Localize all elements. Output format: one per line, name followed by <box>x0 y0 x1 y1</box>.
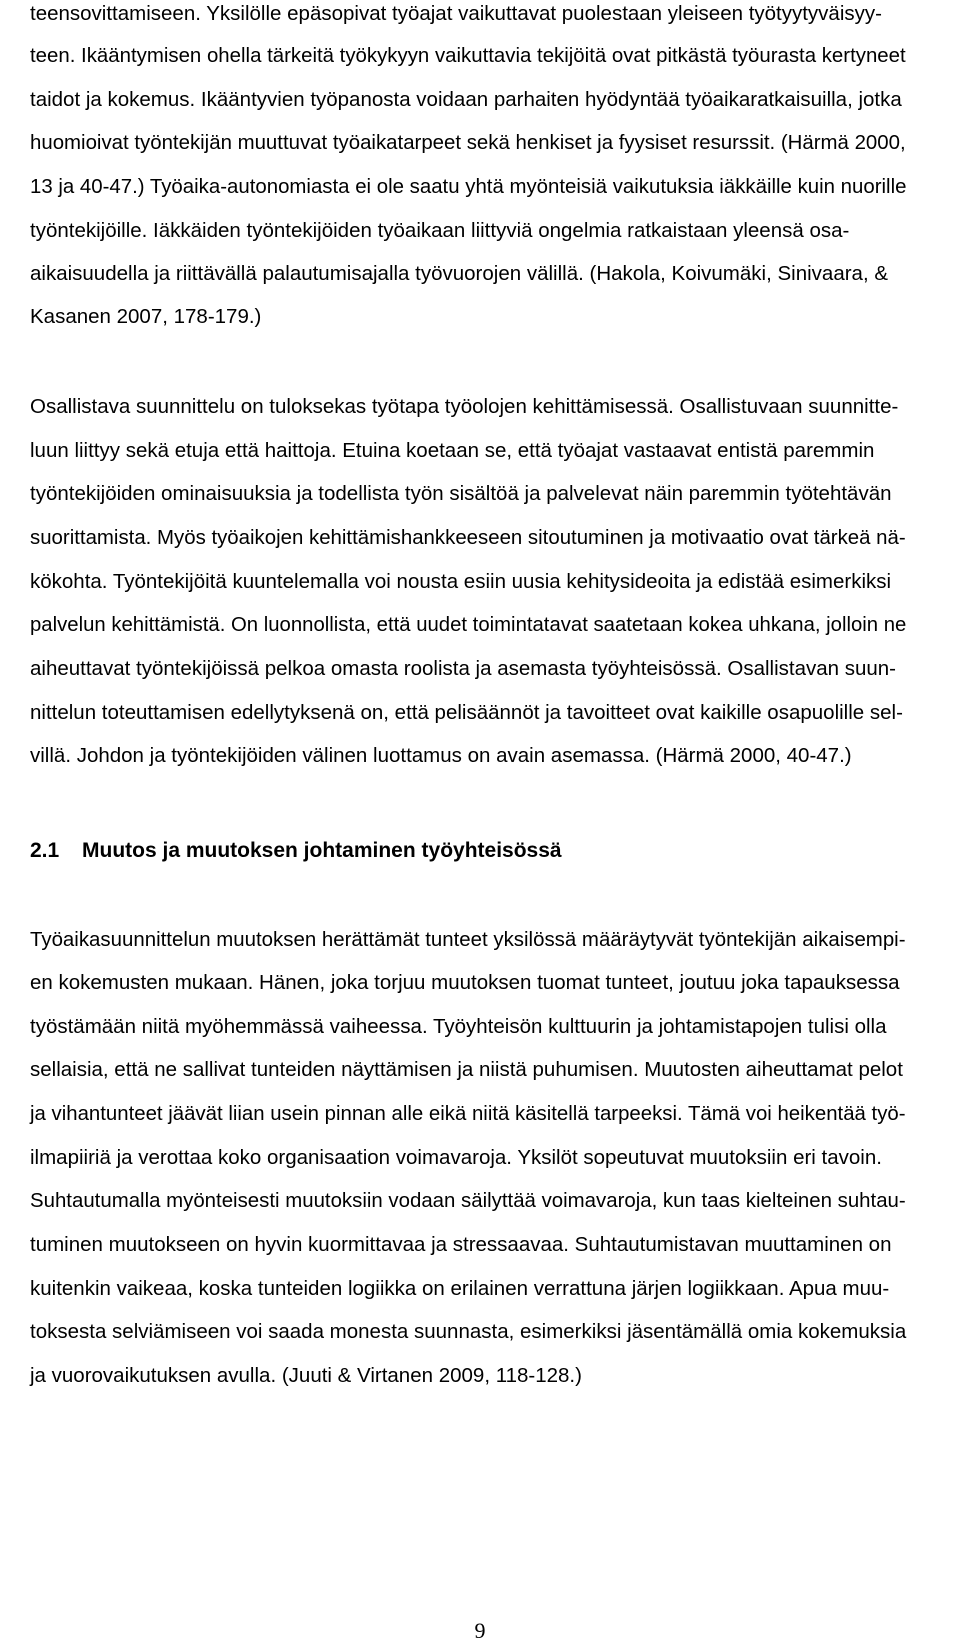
text-line: työntekijöille. Iäkkäiden työntekijöiden työaikaan liittyviä ongelmia ratkaistaan yleensä osa- <box>30 219 850 242</box>
text-line: työstämään niitä myöhemmässä vaiheessa. Työyhteisön kulttuurin ja johtamistapojen tulisi olla <box>30 1015 887 1038</box>
text-line: villä. Johdon ja työntekijöiden välinen luottamus on avain asemassa. (Härmä 2000, 40-47.) <box>30 744 852 767</box>
section-title: Muutos ja muutoksen johtaminen työyhteisössä <box>82 839 562 862</box>
text-line: Osallistava suunnittelu on tuloksekas työtapa työolojen kehittämisessä. Osallistuvaan suunnitte- <box>30 395 899 418</box>
text-line: aikaisuudella ja riittävällä palautumisajalla työvuorojen välillä. (Hakola, Koivumäki, Sinivaara, & <box>30 262 889 285</box>
text-line: toksesta selviämiseen voi saada monesta suunnasta, esimerkiksi jäsentämällä omia kokemuksia <box>30 1320 907 1343</box>
text-line: 13 ja 40-47.) Työaika-autonomiasta ei ole saatu yhtä myönteisiä vaikutuksia iäkkäille kuin nuorille <box>30 175 907 198</box>
text-line: aiheuttavat työntekijöissä pelkoa omasta roolista ja asemasta työyhteisössä. Osallistavan suun- <box>30 657 897 680</box>
text-line: ilmapiiriä ja verottaa koko organisaation voimavaroja. Yksilöt sopeutuvat muutoksiin eri tavoin. <box>30 1146 882 1169</box>
text-line: taidot ja kokemus. Ikääntyvien työpanosta voidaan parhaiten hyödyntää työaikaratkaisuilla, jotka <box>30 88 902 111</box>
text-line: Suhtautumalla myönteisesti muutoksiin vodaan säilyttää voimavaroja, kun taas kielteinen suhtau- <box>30 1189 906 1212</box>
text-line: ja vuorovaikutuksen avulla. (Juuti & Virtanen 2009, 118-128.) <box>30 1364 582 1387</box>
text-line: Työaikasuunnittelun muutoksen herättämät tunteet yksilössä määräytyvät työntekijän aikaisempi- <box>30 928 906 951</box>
section-heading <box>30 839 562 863</box>
text-line: työntekijöiden ominaisuuksia ja todellista työn sisältöä ja palvelevat näin paremmin työtehtävän <box>30 482 892 505</box>
text-line: luun liittyy sekä etuja että haittoja. Etuina koetaan se, että työajat vastaavat entistä paremmin <box>30 439 875 462</box>
text-line: suorittamista. Myös työaikojen kehittämishankkeeseen sitoutuminen ja motivaatio ovat tärkeä nä- <box>30 526 906 549</box>
text-line: sellaisia, että ne sallivat tunteiden näyttämisen ja niistä puhumisen. Muutosten aiheuttamat pelot <box>30 1058 903 1081</box>
page-number: 9 <box>474 1618 486 1643</box>
text-line: nittelun toteuttamisen edellytyksenä on, että pelisäännöt ja tavoitteet ovat kaikille osapuolille sel- <box>30 701 903 724</box>
text-line: kuitenkin vaikeaa, koska tunteiden logiikka on erilainen verrattuna järjen logiikkaan. Apua muu- <box>30 1277 890 1300</box>
text-line: tuminen muutokseen on hyvin kuormittavaa ja stressaavaa. Suhtautumistavan muuttaminen on <box>30 1233 892 1256</box>
text-line: huomioivat työntekijän muuttuvat työaikatarpeet sekä henkiset ja fyysiset resurssit. (Härmä 2000, <box>30 131 906 154</box>
section-number: 2.1 <box>30 839 60 862</box>
text-line: Kasanen 2007, 178-179.) <box>30 305 262 328</box>
text-line: ja vihantunteet jäävät liian usein pinnan alle eikä niitä käsitellä tarpeeksi. Tämä voi heikentää työ- <box>30 1102 906 1125</box>
text-line: teen. Ikääntymisen ohella tärkeitä työkykyyn vaikuttavia tekijöitä ovat pitkästä työurasta kertyneet <box>30 44 906 67</box>
text-line: kökohta. Työntekijöitä kuuntelemalla voi nousta esiin uusia kehitysideoita ja edistää esimerkiksi <box>30 570 892 593</box>
text-line: palvelun kehittämistä. On luonnollista, että uudet toimintatavat saatetaan kokea uhkana, jolloin ne <box>30 613 907 636</box>
text-line: teensovittamiseen. Yksilölle epäsopivat työajat vaikuttavat puolestaan yleiseen työtyytyväisyy- <box>30 2 882 25</box>
text-line: en kokemusten mukaan. Hänen, joka torjuu muutoksen tuomat tunteet, joutuu joka tapauksessa <box>30 971 900 994</box>
